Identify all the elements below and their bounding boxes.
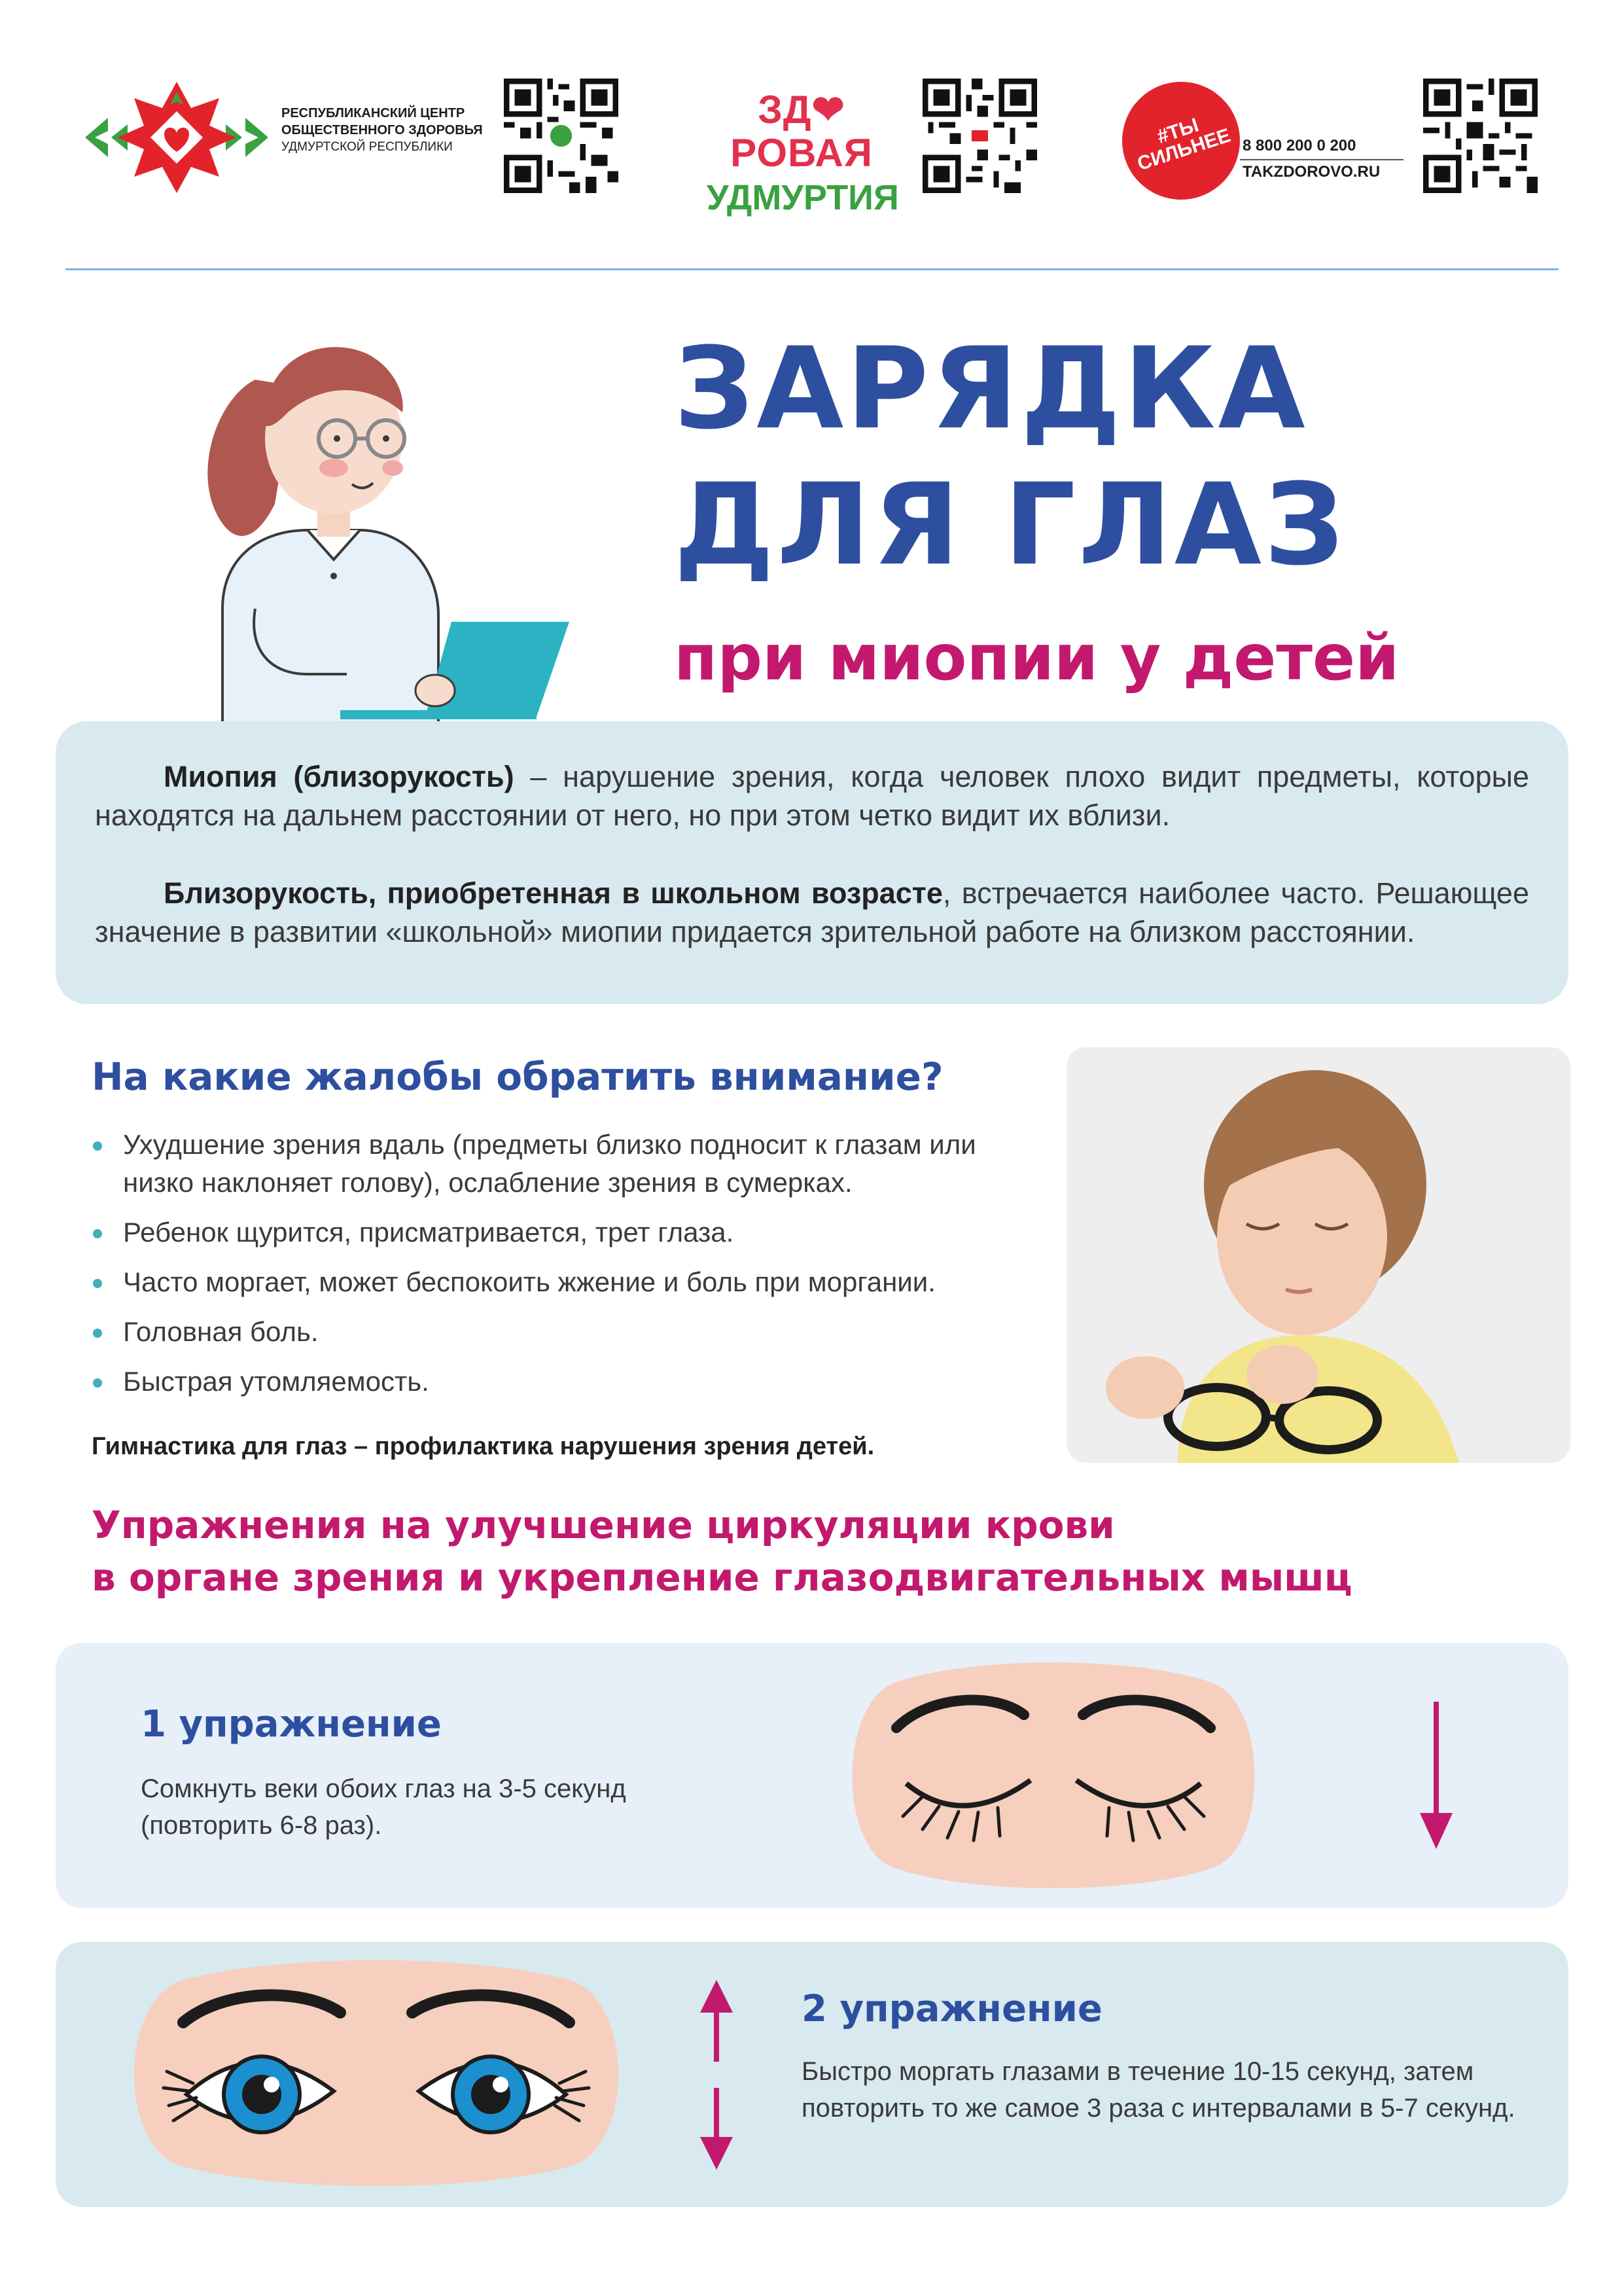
- qr-code-icon: [923, 79, 1037, 193]
- brand-line1: ЗД❤РОВАЯ: [730, 88, 873, 175]
- page-subtitle: при миопии у детей: [674, 621, 1400, 694]
- badge-text: #ТЫ СИЛЬНЕЕ: [1135, 114, 1233, 175]
- exercise-2-title: 2 упражнение: [802, 1988, 1103, 2030]
- info-term-school-myopia: Близорукость, приобретенная в школьном возрасте: [164, 876, 943, 910]
- list-item: Часто моргает, может беспокоить жжение и боль при моргании.: [92, 1263, 1034, 1301]
- exercise-1-title: 1 упражнение: [141, 1703, 442, 1746]
- list-item: Быстрая утомляемость.: [92, 1363, 1034, 1401]
- org-name-line3: УДМУРТСКОЙ РЕСПУБЛИКИ: [281, 140, 453, 154]
- closed-eyes-icon: [844, 1662, 1263, 1888]
- rcoz-logo-icon: [79, 72, 275, 203]
- exercises-heading: [92, 1499, 1564, 1604]
- arrow-down-icon: [1417, 1702, 1456, 1852]
- exercises-heading-line2: в органе зрения и укрепление глазодвигательных мышц: [92, 1555, 1352, 1600]
- list-item: Ухудшение зрения вдаль (предметы близко подносит к глазам или низко наклоняет голову), ослабление зрения в сумерках.: [92, 1126, 1034, 1202]
- info-paragraph-1: [95, 757, 1529, 834]
- header-divider: [65, 268, 1559, 270]
- org-name: [281, 105, 497, 156]
- ty-silnee-badge: [1107, 67, 1256, 215]
- info-term-myopia: Миопия (близорукость): [164, 760, 514, 793]
- hotline-contacts: [1240, 134, 1403, 185]
- hotline-phone: 8 800 200 0 200: [1240, 134, 1403, 160]
- title-line2: ДЛЯ ГЛАЗ: [674, 459, 1347, 590]
- info-definition: – нарушение зрения, когда человек плохо видит предметы, которые находятся на дальнем расстоянии от него, но при этом четко видит их вблизи.: [95, 760, 1529, 832]
- list-item: Головная боль.: [92, 1313, 1034, 1351]
- complaints-heading: На какие жалобы обратить внимание?: [92, 1054, 944, 1099]
- hotline-site: TAKZDOROVO.RU: [1243, 163, 1381, 181]
- child-photo-illustration: [1067, 1047, 1570, 1463]
- exercises-heading-line1: Упражнения на улучшение циркуляции крови: [92, 1503, 1115, 1547]
- qr-code-icon: [1423, 79, 1538, 193]
- info-paragraph-2: [95, 874, 1529, 951]
- zdorovaya-udmurtiya-logo: [707, 88, 899, 221]
- complaints-list: [92, 1126, 1034, 1412]
- title-line1: ЗАРЯДКА: [674, 323, 1308, 454]
- teacher-with-laptop-illustration: [177, 308, 595, 726]
- qr-code-icon: [504, 79, 618, 193]
- page-title: [674, 321, 1577, 593]
- gymnastics-note: Гимнастика для глаз – профилактика нарушения зрения детей.: [92, 1433, 875, 1460]
- myopia-info-box: [56, 721, 1568, 1004]
- open-eyes-icon: [124, 1960, 628, 2186]
- arrows-up-down-icon: [697, 1980, 736, 2170]
- org-name-line2: ОБЩЕСТВЕННОГО ЗДОРОВЬЯ: [281, 123, 483, 137]
- exercise-2-text: Быстро моргать глазами в течение 10-15 секунд, затем повторить то же самое 3 раза с интервалами в 5-7 секунд.: [802, 2057, 1515, 2123]
- exercise-1-text: Сомкнуть веки обоих глаз на 3-5 секунд (повторить 6-8 раз).: [141, 1774, 626, 1840]
- list-item: Ребенок щурится, присматривается, трет глаза.: [92, 1213, 1034, 1251]
- brand-line2: УДМУРТИЯ: [707, 178, 899, 217]
- info-school-myopia-text: , встречается наиболее часто. Решающее значение в развитии «школьной» миопии придается зрительной работе на близком расстоянии.: [95, 876, 1529, 948]
- child-with-glasses-photo: [1067, 1047, 1570, 1463]
- org-name-line1: РЕСПУБЛИКАНСКИЙ ЦЕНТР: [281, 106, 465, 120]
